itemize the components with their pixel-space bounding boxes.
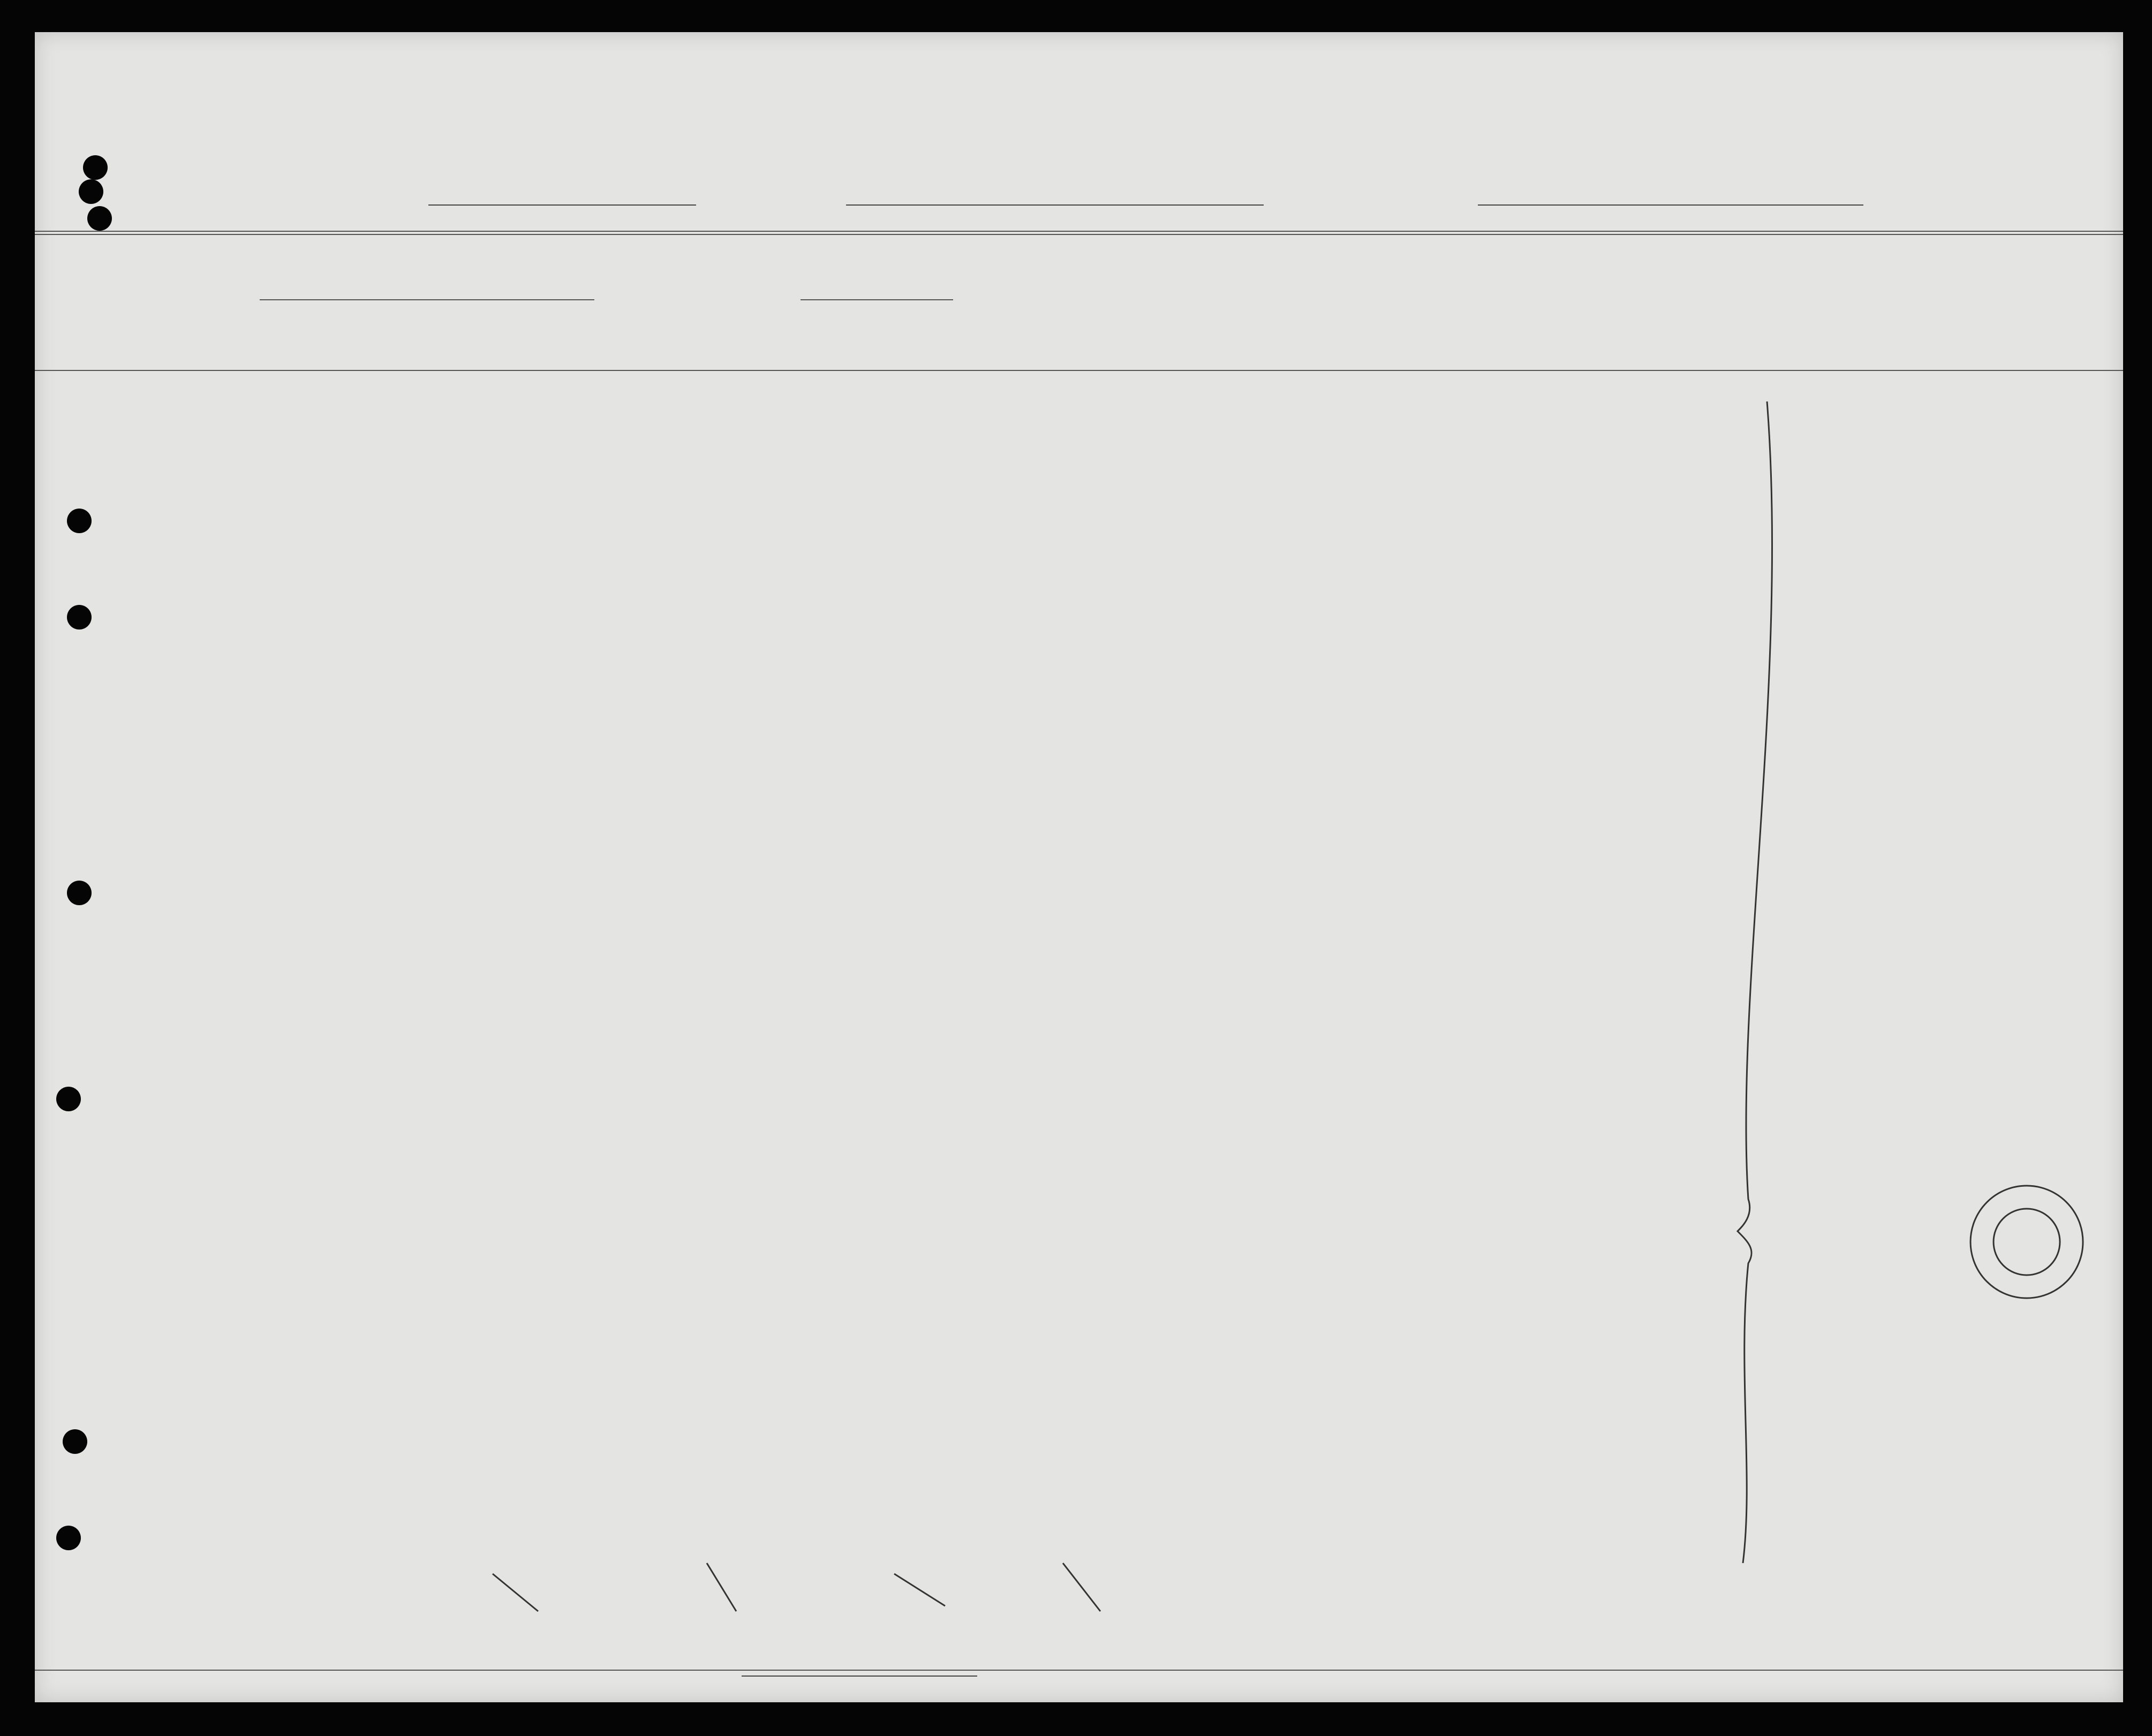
- table-grid: [35, 32, 2123, 1702]
- consulate-stamp: [1970, 1186, 2083, 1298]
- manifest-sheet: [35, 32, 2123, 1702]
- signature-line: [742, 1676, 977, 1677]
